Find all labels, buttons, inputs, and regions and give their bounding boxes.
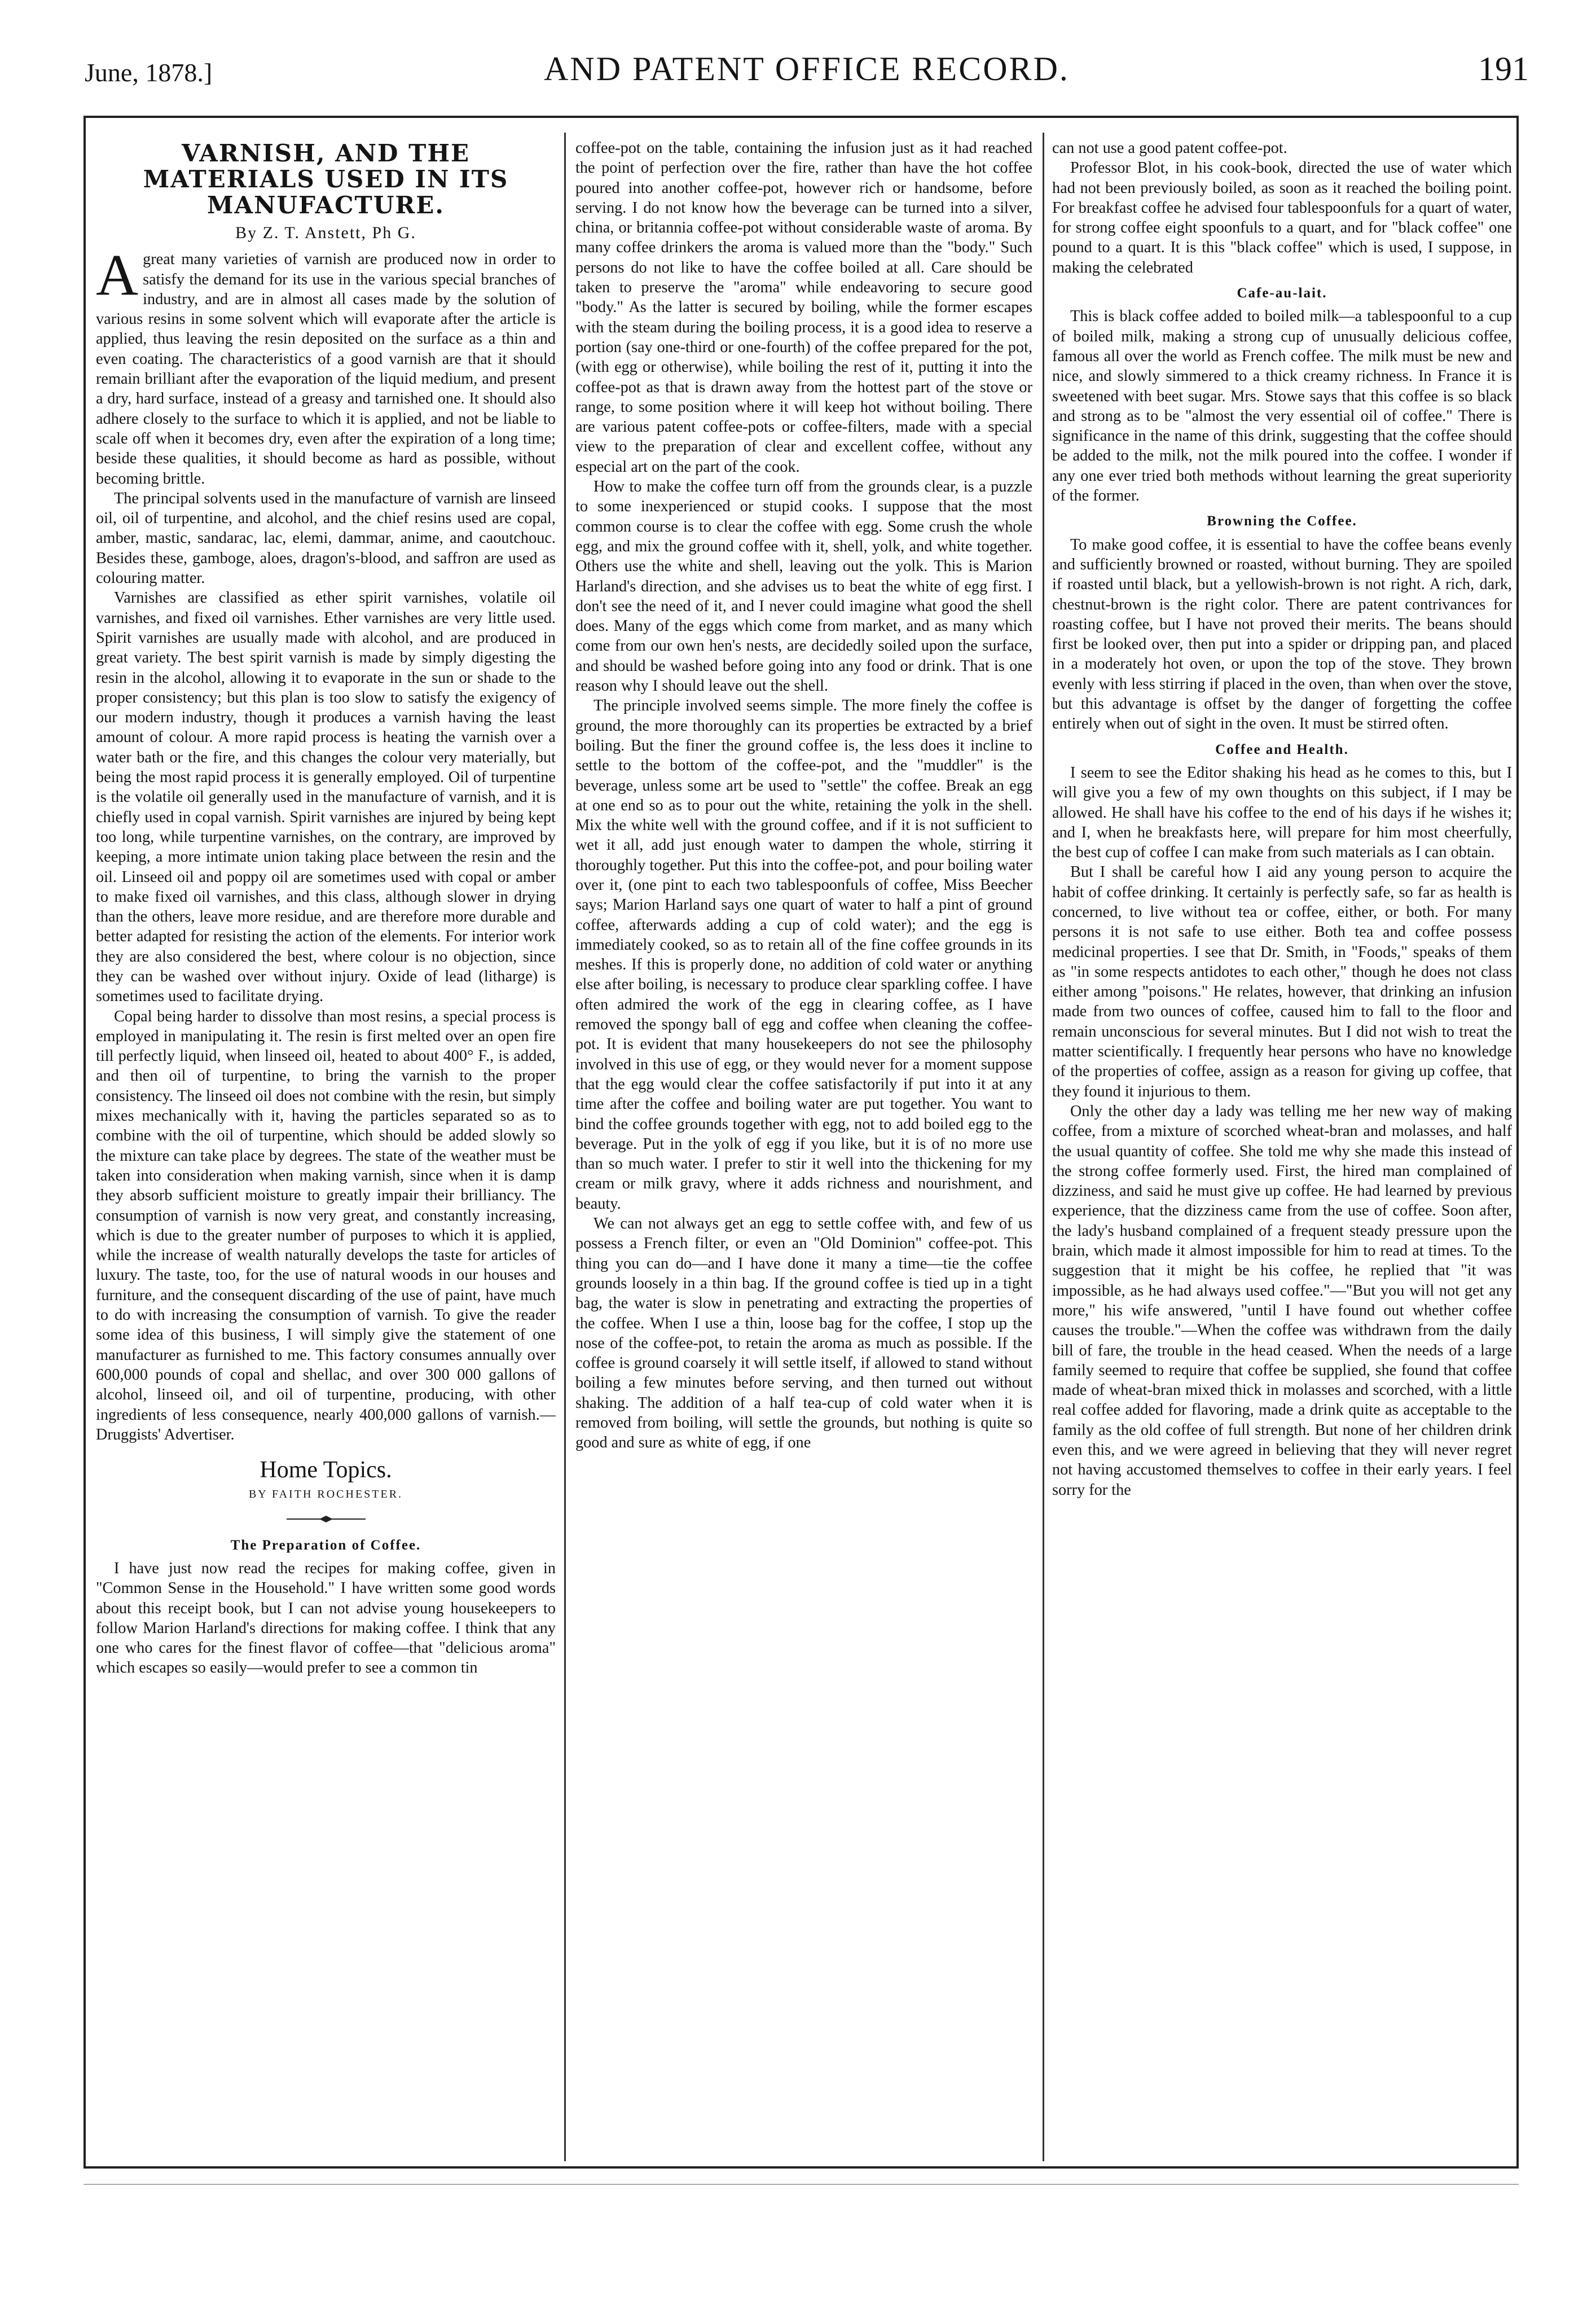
paragraph: This is black coffee added to boiled milk—a tablespoonful to a cup of boiled milk, making a strong cup of unusually delicious coffee, famous all over the world as French coffee. The milk must be new and nice, and slowly simmered to a thick creamy richness. In France it is sweetened with beet sugar. Mrs. Stowe says that this coffee is so black and strong as to be "almost the very essential oil of coffee." There is significance in the name of this drink, suggesting that the coffee should be added to the milk, not the milk poured into the coffee. I wonder if any one ever tried both methods without learning the great superiority of the former. [1052,308,1512,505]
paragraph: How to make the coffee turn off from the grounds clear, is a puzzle to some inexperienced or stupid cooks. I suppose that the most common course is to clear the coffee with egg. Some crush the whole egg, and mix the ground coffee with it, shell, yolk, and white together. Others use the white and shell, leaving out the yolk. This is Marion Harland's direction, and she advises us to beat the white of egg first. I don't see the need of it, and I never could imagine what good the shell does. Many of the eggs which come from market, and as many which come from our own hen's nests, are decidedly soiled upon the surface, and should be washed before going into any food or drink. That is one reason why I should leave out the shell. [575,478,1032,695]
paragraph: coffee-pot on the table, containing the infusion just as it had reached the point of perfection over the fire, rather than have the hot coffee poured into another coffee-pot, however rich or handsome, before serving. I do not know how the beverage can be turned into a silver, china, or britannia coffee-pot without considerable waste of aroma. By many coffee drinkers the aroma is valued more than the "body." Such persons do not like to have the coffee boiled at all. Care should be taken to preserve the "aroma" while endeavoring to secure good "body." As the latter is secured by boiling, while the former escapes with the steam during the boiling process, it is a good idea to reserve a portion (say one-third or one-fourth) of the coffee prepared for the pot, (with egg or otherwise), while boiling the rest of it, putting it into the coffee-pot as that is drawn away from the hottest part of the stove or range, to some position where it will keep hot without boiling. There are various patent coffee-pots or coffee-filters, made with a special view to the preparation of clear and excellent coffee, without any especial art on the part of the cook. [575,139,1032,476]
paragraph: To make good coffee, it is essential to have the coffee beans evenly and sufficiently browned or roasted, without burning. They are spoiled if roasted until black, but a yellowish-brown is not right. A rich, dark, chestnut-brown is the right color. There are patent contrivances for roasting coffee, but I have not proved their merits. The beans should first be looked over, then put into a spider or dripping pan, and placed in a moderately hot oven, or upon the top of the stove. They brown evenly with less stirring if placed in the oven, than when over the stove, but this advantage is offset by the danger of forgetting the coffee entirely when out of sight in the oven. It must be stirred often. [1052,536,1512,733]
subsection-heading: Cafe-au-lait. [1237,286,1327,301]
article-title: VARNISH, AND THE MATERIALS USED IN ITS MANUFACTURE. [143,139,509,219]
paragraph: I seem to see the Editor shaking his head as he comes to this, but I will give you a few of my own thoughts on this subject, if I may be allowed. He shall have his coffee to the end of his days if he wishes it; and I, when he breakfasts here, will prepare for him most cheerfully, the best cup of coffee I can make from such materials as I can obtain. [1052,763,1512,862]
paragraph: Varnishes are classified as ether spirit varnishes, volatile oil varnishes, and fixed oil varnishes. Ether varnishes are very little used. Spirit varnishes are usually made with alcohol, and are produced in great variety. The best spirit varnish is made by simply digesting the resin in the alcohol, allowing it to evaporate in the sun or shade to the proper consistency; but this plan is too slow to satisfy the exigency of our modern industry, though it produces a varnish having the least amount of colour. A more rapid process is heating the varnish over a water bath or the fire, and this changes the colour very materially, but being the most rapid process it is generally employed. Oil of turpentine is the volatile oil generally used in the manufacture of varnish, and it is chiefly used in copal varnish. Spirit varnishes are injured by being kept too long, while turpentine varnishes, on the contrary, are improved by keeping, a more intimate union taking place between the resin and the oil. Linseed oil and poppy oil are sometimes used with copal or amber to make fixed oil varnishes, and this class, although slower in drying than the others, leave more residue, and are therefore more durable and better adapted for resisting the action of the elements. For interior work they are also considered the best, where colour is no objection, since they can be washed over without injury. Oxide of lead (litharge) is sometimes used to facilitate drying. [96,589,556,1006]
paragraph: Agreat many varieties of varnish are produced now in order to satisfy the demand for its use in the various special branches of industry, and are in almost all cases made by the solution of various resins in some solvent which will evaporate after the article is applied, thus leaving the resin deposited on the surface as a thin and even coating. The characteristics of a good varnish are that it should remain brilliant after the evaporation of the liquid medium, and present a dry, hard surface, instead of a greasy and tarnished one. It should also adhere closely to the surface to which it is applied, and not be liable to scale off when it becomes dry, even after the expiration of a long time; beside these qualities, it should become as hard as possible, without becoming brittle. [96,243,556,488]
paragraph: But I shall be careful how I aid any young person to acquire the habit of coffee drinking. It certainly is perfectly safe, so far as health is concerned, to live without tea or coffee, either, or both. For many persons it is not safe to use either. Both tea and coffee possess medicinal properties. I see that Dr. Smith, in "Foods," speaks of them as "in some respects antidotes to each other," though he does not class either among "poisons." He relates, however, that drinking an infusion made from two ounces of coffee, caused him to fall to the floor and remain unconscious for several minutes. But I did not wish to treat the matter scientifically. I frequently hear persons who have no knowledge of the properties of coffee, assign as a reason for giving up coffee, that they found it injurious to them. [1052,863,1512,1100]
paragraph: The principle involved seems simple. The more finely the coffee is ground, the more thoroughly can its properties be extracted by a brief boiling. But the finer the ground coffee is, the less does it incline to settle to the bottom of the coffee-pot, and the "muddler" is the beverage, unless some art be used to "settle" the coffee. Break an egg at one end so as to pour out the white, retaining the yolk in the shell. Mix the white well with the ground coffee, and if it is not sufficient to wet it all, add just enough water to dampen the whole, stirring it thoroughly together. Put this into the coffee-pot, and pour boiling water over it, (one pint to each two tablespoonfuls of coffee, Miss Beecher says; Marion Harland says one quart of water to half a pint of ground coffee, afterwards adding a cup of cold water); and the egg is immediately cooked, so as to retain all of the fine coffee grounds in its meshes. If this is properly done, no addition of cold water or anything else after boiling, is necessary to produce clear sparkling coffee. I have often admired the work of the egg in clearing coffee, as I have removed the spongy ball of egg and coffee when cleaning the coffee-pot. It is evident that many housekeepers do not see the philosophy involved in this use of egg, or they would never for a moment suppose that the egg would clear the coffee satisfactorily if put into it at any time after the coffee and boiling water are put together. You want to bind the coffee grounds together with egg, not to add boiled egg to the beverage. Put in the yolk of egg if you like, but it is of no more use than so much water. I prefer to stir it well into the thickening for my cream or milk gravy, where it adds richness and nourishment, and beauty. [575,697,1032,1213]
paragraph: Professor Blot, in his cook-book, directed the use of water which had not been previously boiled, as soon as it reached the boiling point. For breakfast coffee he advised four tablespoonfuls for a quart of water, for strong coffee eight spoonfuls to a quart, and for "black coffee" one pound to a quart. It is this "black coffee" which is used, I suppose, in making the celebrated [1052,159,1512,276]
article-byline: By Z. T. Anstett, Ph G. [235,223,416,242]
paragraph: Copal being harder to dissolve than most resins, a special process is employed in manipulating it. The resin is first melted over an open fire till perfectly liquid, when linseed oil, heated to about 400° F., is added, and then oil of turpentine, to bring the varnish to the proper consistency. The linseed oil does not combine with the resin, but simply mixes mechanically with it, having the particles separated so as to combine with the oil of turpentine, which should be added slowly so the mixture can take place by degrees. The state of the weather must be taken into consideration when making varnish, since when it is damp they absorb sufficient moisture to greatly impair their brilliancy. The consumption of varnish is now very great, and constantly increasing, which is due to the greater number of purposes to which it is applied, while the increase of wealth naturally develops the taste for articles of luxury. The taste, too, for the use of natural woods in our houses and furniture, and the consequent discarding of the use of paint, have much to do with increasing the consumption of varnish. To give the reader some idea of this business, I will simply give the statement of one manufacturer as furnished to me. This factory consumes annually over 600,000 pounds of copal and shellac, and over 300 000 gallons of alcohol, linseed oil, and oil of turpentine, producing, with other ingredients of less consequence, nearly 400,000 gallons of varnish.—Druggists' Advertiser. [96,1007,556,1443]
column-2 [575,138,1032,2164]
page-number: 191 [1478,50,1529,87]
paragraph: The principal solvents used in the manufacture of varnish are linseed oil, oil of turpentine, and alcohol, and the chief resins used are copal, amber, mastic, sandarac, lac, elemi, dammar, anime, and caoutchouc. Besides these, gamboge, aloes, dragon's-blood, and saffron are used as colouring matter. [96,489,556,587]
section-byline: BY FAITH ROCHESTER. [248,1488,403,1501]
column-3 [1052,138,1512,2164]
section-title: Home Topics. [260,1457,392,1484]
divider-ornament [96,1513,556,1525]
subsection-heading: Browning the Coffee. [1207,513,1357,529]
column-rule [564,133,566,2161]
paragraph: Only the other day a lady was telling me her new way of making coffee, from a mixture of scorched wheat-bran and molasses, and half the usual quantity of coffee. She told me why she made this instead of the strong coffee formerly used. First, the hired man complained of dizziness, and said he must give up coffee. He had learned by previous experience, that the dizziness came from the use of coffee. Soon after, the lady's husband complained of a frequent steady pressure upon the brain, which made it almost impossible for him to read at times. To the suggestion that it might be his coffee, he replied that "it was impossible, as he had always used coffee."—"But you will not get any more," his wife answered, "until I have found out whether coffee causes the trouble."—When the coffee was withdrawn from the daily bill of fare, the trouble in the head ceased. When the needs of a large family seemed to require that coffee be supplied, she found that coffee made of wheat-bran mixed thick in molasses and scorched, with a little real coffee added for flavoring, made a drink quite as acceptable to the family as the old coffee of full strength. But none of her children drink even this, and we were agreed in believing that they will never regret not having accustomed themselves to coffee in their early years. I feel sorry for the [1052,1102,1512,1499]
page-header [85,45,1529,96]
paragraph: can not use a good patent coffee-pot. [1052,139,1287,157]
column-1 [96,138,556,2164]
column-rule [1043,133,1044,2161]
issue-date: June, 1878.] [85,58,213,87]
drop-cap: A [96,243,139,308]
page-bottom-edge [83,2184,1519,2188]
subsection-heading: Coffee and Health. [1215,741,1349,757]
running-title: AND PATENT OFFICE RECORD. [544,50,1070,87]
paragraph: I have just now read the recipes for making coffee, given in "Common Sense in the Household." I have written some good words about this receipt book, but I can not advise young housekeepers to follow Marion Harland's directions for making coffee. I think that any one who cares for the finest flavor of coffee—that "delicious aroma" which escapes so easily—would prefer to see a common tin [96,1560,556,1677]
paragraph: We can not always get an egg to settle coffee with, and few of us possess a French filter, or even an "Old Dominion" coffee-pot. This thing you can do—and I have done it many a time—tie the coffee grounds loosely in a thin bag. If the ground coffee is tied up in a tight bag, the water is slow in penetrating and extracting the properties of the coffee. When I use a thin, loose bag for the coffee, I stop up the nose of the coffee-pot, to retain the aroma as much as possible. If the coffee is ground coarsely it will settle itself, if allowed to stand without boiling a few minutes before serving, and then turned out without shaking. The addition of a half tea-cup of cold water when it is removed from boiling, will settle the grounds, but nothing is quite so good and sure as white of egg, if one [575,1215,1032,1452]
subsection-heading: The Preparation of Coffee. [230,1537,421,1553]
